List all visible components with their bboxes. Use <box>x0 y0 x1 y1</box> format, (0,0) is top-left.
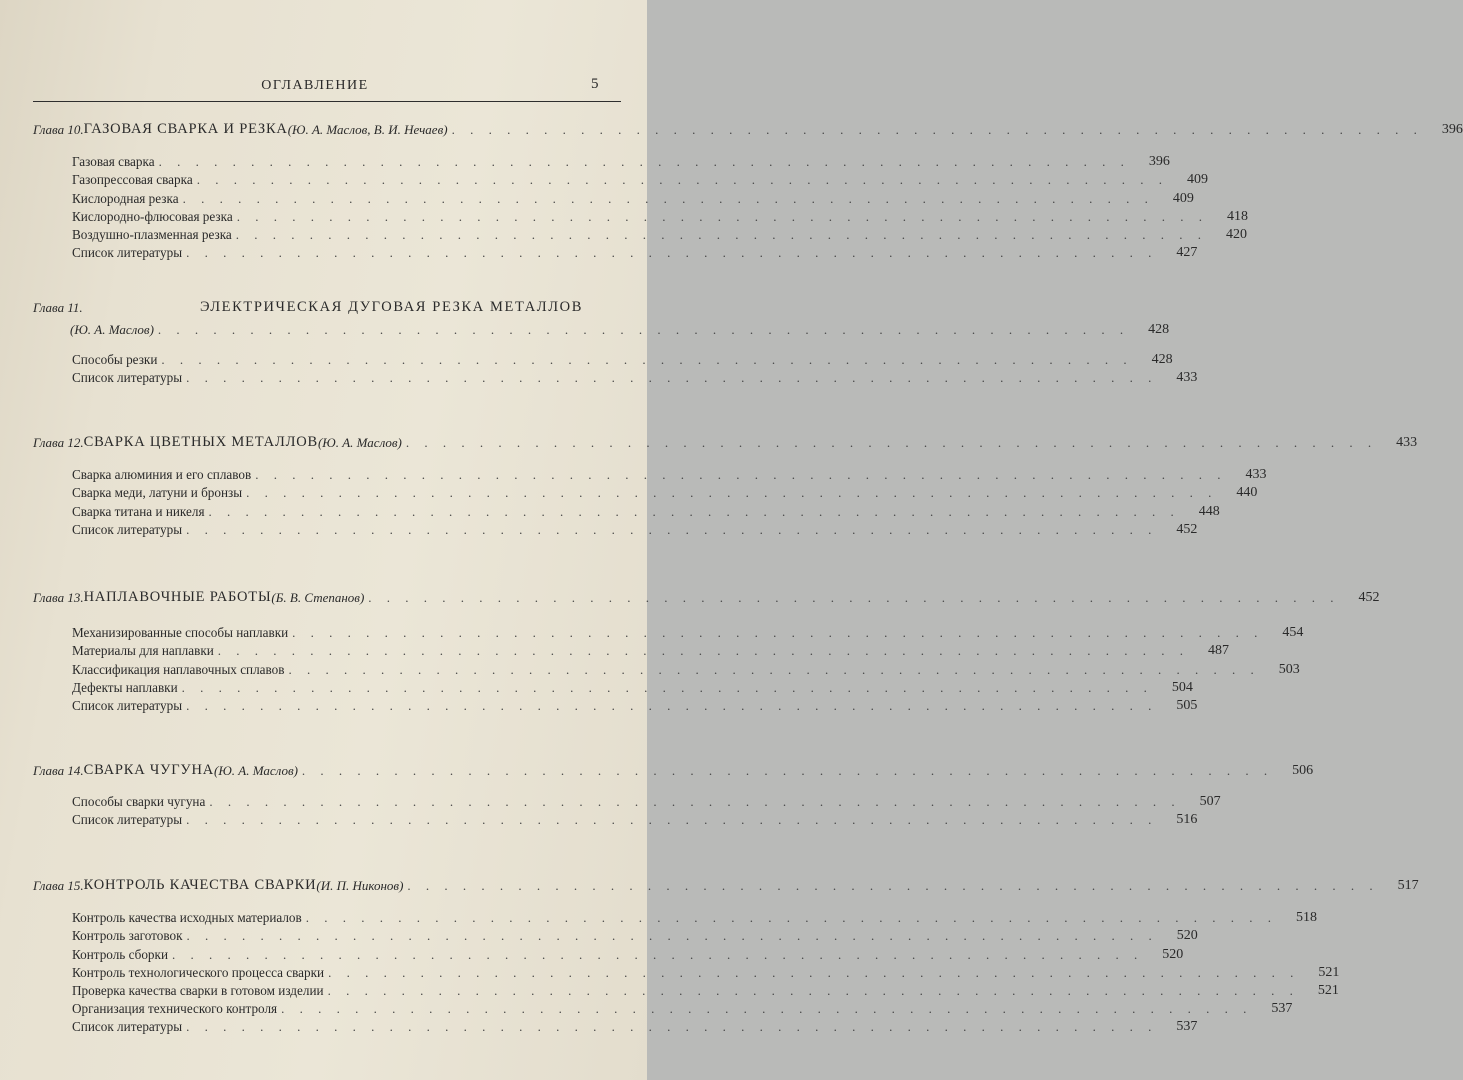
section-page: 521 <box>1317 982 1339 998</box>
chapter-page: 428 <box>1148 322 1170 337</box>
dot-leader: . . . . . . . . . . . . . . . . . . . . . . . . . . . . . . . . . . . . . . . . . . . . . . . . . . . . . <box>158 154 1130 170</box>
section-page: 503 <box>1278 661 1300 677</box>
section-entry <box>72 678 1193 696</box>
chapter-label: Глава 14. <box>33 763 84 778</box>
section-list <box>72 350 1198 386</box>
chapter-authors: (Ю. А. Маслов) <box>317 435 402 450</box>
section-entry <box>72 963 1340 981</box>
dot-leader: . . . . . . . . . . . . . . . . . . . . . . . . . . . . . . . . . . . . . . . . . . . . . . . . . . . . . <box>451 122 1423 137</box>
section-title: Кислородная резка <box>72 190 179 206</box>
dot-leader: . . . . . . . . . . . . . . . . . . . . . . . . . . . . . . . . . . . . . . . . . . . . . . . . . . . . . <box>186 697 1158 713</box>
chapter-label: Глава 11. <box>33 300 83 315</box>
dot-leader: . . . . . . . . . . . . . . . . . . . . . . . . . . . . . . . . . . . . . . . . . . . . . . . . . . . . . <box>301 763 1274 778</box>
section-page: 448 <box>1198 503 1220 519</box>
section-title: Организация технического контроля <box>72 1001 278 1017</box>
section-entry <box>72 696 1198 714</box>
chapter-authors: (Ю. А. Маслов) <box>70 322 154 337</box>
section-page: 409 <box>1172 190 1194 206</box>
dot-leader: . . . . . . . . . . . . . . . . . . . . . . . . . . . . . . . . . . . . . . . . . . . . . . . . . . . . . <box>196 172 1168 188</box>
header-rule <box>33 101 621 102</box>
chapter-page: 452 <box>1358 590 1380 605</box>
section-list <box>72 152 1248 261</box>
page-title: ОГЛАВЛЕНИЕ <box>261 78 369 93</box>
section-entry <box>72 659 1300 677</box>
section-title: Список литературы <box>72 521 183 537</box>
chapter-heading <box>33 294 623 316</box>
section-title: Кислородно-флюсовая резка <box>72 208 233 224</box>
dot-leader: . . . . . . . . . . . . . . . . . . . . . . . . . . . . . . . . . . . . . . . . . . . . . . . . . . . . . <box>186 812 1158 828</box>
section-title: Контроль качества исходных материалов <box>72 910 302 926</box>
chapter-heading <box>33 584 1380 606</box>
chapter-authors: (Б. В. Степанов) <box>271 590 365 605</box>
section-entry <box>72 520 1198 538</box>
dot-leader: . . . . . . . . . . . . . . . . . . . . . . . . . . . . . . . . . . . . . . . . . . . . . . . . . . . . . <box>161 352 1133 368</box>
section-entry <box>72 501 1220 519</box>
dot-leader: . . . . . . . . . . . . . . . . . . . . . . . . . . . . . . . . . . . . . . . . . . . . . . . . . . . . . <box>236 208 1208 224</box>
dot-leader: . . . . . . . . . . . . . . . . . . . . . . . . . . . . . . . . . . . . . . . . . . . . . . . . . . . . . <box>157 322 1130 337</box>
chapter-page: 396 <box>1441 122 1463 137</box>
section-title: Список литературы <box>72 1019 183 1035</box>
chapter-authors: (И. П. Никонов) <box>316 878 404 893</box>
dot-leader: . . . . . . . . . . . . . . . . . . . . . . . . . . . . . . . . . . . . . . . . . . . . . . . . . . . . . <box>328 964 1300 980</box>
chapter-authors: (Ю. А. Маслов, В. И. Нечаев) <box>287 122 448 137</box>
page-number: 5 <box>591 76 599 92</box>
section-page: 409 <box>1186 172 1208 188</box>
dot-leader: . . . . . . . . . . . . . . . . . . . . . . . . . . . . . . . . . . . . . . . . . . . . . . . . . . . . . <box>186 928 1158 944</box>
dot-leader: . . . . . . . . . . . . . . . . . . . . . . . . . . . . . . . . . . . . . . . . . . . . . . . . . . . . . <box>305 910 1277 926</box>
section-page: 518 <box>1296 910 1317 926</box>
section-title: Список литературы <box>72 697 183 713</box>
chapter-title: ГАЗОВАЯ СВАРКА И РЕЗКА <box>83 121 288 137</box>
section-page: 420 <box>1226 226 1248 242</box>
section-page: 504 <box>1171 679 1193 695</box>
section-page: 521 <box>1318 964 1340 980</box>
section-page: 396 <box>1148 154 1170 170</box>
section-entry <box>72 792 1221 810</box>
chapter-title: ЭЛЕКТРИЧЕСКАЯ ДУГОВАЯ РЕЗКА МЕТАЛЛОВ <box>199 299 583 315</box>
chapter-label: Глава 13. <box>33 590 84 605</box>
dot-leader: . . . . . . . . . . . . . . . . . . . . . . . . . . . . . . . . . . . . . . . . . . . . . . . . . . . . . <box>281 1001 1253 1017</box>
chapter-authors: (Ю. А. Маслов) <box>214 763 298 778</box>
section-title: Список литературы <box>72 245 183 261</box>
dot-leader: . . . . . . . . . . . . . . . . . . . . . . . . . . . . . . . . . . . . . . . . . . . . . . . . . . . . . <box>186 521 1158 537</box>
dot-leader: . . . . . . . . . . . . . . . . . . . . . . . . . . . . . . . . . . . . . . . . . . . . . . . . . . . . . <box>407 878 1379 893</box>
section-entry <box>72 999 1293 1017</box>
section-page: 433 <box>1176 370 1198 386</box>
chapter-title: СВАРКА ЧУГУНА <box>83 762 215 778</box>
section-entry <box>72 243 1198 261</box>
dot-leader: . . . . . . . . . . . . . . . . . . . . . . . . . . . . . . . . . . . . . . . . . . . . . . . . . . . . . <box>255 467 1227 483</box>
chapter-label: Глава 10. <box>33 122 84 137</box>
section-title: Сварка титана и никеля <box>72 503 205 519</box>
section-title: Воздушно-плазменная резка <box>72 226 232 242</box>
section-title: Список литературы <box>72 370 183 386</box>
section-entry <box>72 225 1248 243</box>
section-title: Способы резки <box>72 352 158 368</box>
section-list <box>72 465 1267 538</box>
chapter-heading <box>33 429 1418 451</box>
section-entry <box>72 483 1258 501</box>
section-page: 505 <box>1176 697 1198 713</box>
dot-leader: . . . . . . . . . . . . . . . . . . . . . . . . . . . . . . . . . . . . . . . . . . . . . . . . . . . . . <box>208 503 1180 519</box>
section-list <box>72 908 1340 1035</box>
chapter-title: КОНТРОЛЬ КАЧЕСТВА СВАРКИ <box>83 877 317 893</box>
running-header <box>0 76 647 100</box>
section-entry <box>72 207 1248 225</box>
chapter-heading-continued <box>70 316 1170 338</box>
section-entry <box>72 368 1198 386</box>
dot-leader: . . . . . . . . . . . . . . . . . . . . . . . . . . . . . . . . . . . . . . . . . . . . . . . . . . . . . <box>235 226 1208 242</box>
section-entry <box>72 1017 1198 1035</box>
dot-leader: . . . . . . . . . . . . . . . . . . . . . . . . . . . . . . . . . . . . . . . . . . . . . . . . . . . . . <box>209 794 1181 810</box>
section-entry <box>72 908 1317 926</box>
section-entry <box>72 926 1198 944</box>
section-entry <box>72 623 1304 641</box>
section-title: Список литературы <box>72 812 183 828</box>
chapter-heading <box>33 872 1419 894</box>
section-entry <box>72 170 1208 188</box>
chapter-page: 506 <box>1292 763 1314 778</box>
dot-leader: . . . . . . . . . . . . . . . . . . . . . . . . . . . . . . . . . . . . . . . . . . . . . . . . . . . . . <box>292 625 1264 641</box>
dot-leader: . . . . . . . . . . . . . . . . . . . . . . . . . . . . . . . . . . . . . . . . . . . . . . . . . . . . . <box>186 370 1158 386</box>
section-entry <box>72 944 1184 962</box>
chapter-title: НАПЛАВОЧНЫЕ РАБОТЫ <box>83 589 272 605</box>
section-title: Газопрессовая сварка <box>72 172 193 188</box>
section-entry <box>72 188 1194 206</box>
chapter-heading <box>33 757 1314 779</box>
section-list <box>72 623 1304 714</box>
dot-leader: . . . . . . . . . . . . . . . . . . . . . . . . . . . . . . . . . . . . . . . . . . . . . . . . . . . . . <box>217 643 1190 659</box>
chapter-label: Глава 12. <box>33 435 84 450</box>
chapter-page: 433 <box>1396 435 1418 450</box>
chapter-page: 517 <box>1397 878 1419 893</box>
section-title: Механизированные способы наплавки <box>72 625 289 641</box>
dot-leader: . . . . . . . . . . . . . . . . . . . . . . . . . . . . . . . . . . . . . . . . . . . . . . . . . . . . . <box>186 245 1158 261</box>
section-page: 452 <box>1176 521 1198 537</box>
dot-leader: . . . . . . . . . . . . . . . . . . . . . . . . . . . . . . . . . . . . . . . . . . . . . . . . . . . . . <box>186 1019 1158 1035</box>
section-page: 427 <box>1176 245 1198 261</box>
dot-leader: . . . . . . . . . . . . . . . . . . . . . . . . . . . . . . . . . . . . . . . . . . . . . . . . . . . . . <box>405 435 1378 450</box>
section-page: 537 <box>1176 1019 1198 1035</box>
section-page: 487 <box>1208 643 1230 659</box>
section-title: Дефекты наплавки <box>72 679 178 695</box>
dot-leader: . . . . . . . . . . . . . . . . . . . . . . . . . . . . . . . . . . . . . . . . . . . . . . . . . . . . . <box>288 661 1260 677</box>
section-entry <box>72 465 1267 483</box>
chapter-label: Глава 15. <box>33 878 84 893</box>
section-title: Контроль заготовок <box>72 928 183 944</box>
section-entry <box>72 981 1339 999</box>
section-title: Сварка меди, латуни и бронзы <box>72 485 243 501</box>
dot-leader: . . . . . . . . . . . . . . . . . . . . . . . . . . . . . . . . . . . . . . . . . . . . . . . . . . . . . <box>327 982 1299 998</box>
section-title: Газовая сварка <box>72 154 155 170</box>
section-title: Сварка алюминия и его сплавов <box>72 467 252 483</box>
dot-leader: . . . . . . . . . . . . . . . . . . . . . . . . . . . . . . . . . . . . . . . . . . . . . . . . . . . . . <box>246 485 1218 501</box>
section-page: 516 <box>1176 812 1198 828</box>
section-title: Контроль технологического процесса сварки <box>72 964 325 980</box>
section-page: 454 <box>1282 625 1304 641</box>
section-title: Материалы для наплавки <box>72 643 214 659</box>
section-title: Контроль сборки <box>72 946 168 962</box>
section-page: 418 <box>1226 208 1248 224</box>
section-title: Классификация наплавочных сплавов <box>72 661 285 677</box>
section-page: 433 <box>1245 467 1267 483</box>
section-entry <box>72 350 1173 368</box>
section-page: 507 <box>1199 794 1221 810</box>
section-page: 440 <box>1236 485 1258 501</box>
chapter-title: СВАРКА ЦВЕТНЫХ МЕТАЛЛОВ <box>83 434 318 450</box>
section-entry <box>72 641 1230 659</box>
section-list <box>72 792 1221 828</box>
section-title: Способы сварки чугуна <box>72 794 206 810</box>
section-entry <box>72 152 1170 170</box>
chapter-heading <box>33 116 1463 138</box>
section-title: Проверка качества сварки в готовом изделии <box>72 982 324 998</box>
section-page: 537 <box>1271 1001 1293 1017</box>
dot-leader: . . . . . . . . . . . . . . . . . . . . . . . . . . . . . . . . . . . . . . . . . . . . . . . . . . . . . <box>368 590 1340 605</box>
section-page: 428 <box>1151 352 1173 368</box>
dot-leader: . . . . . . . . . . . . . . . . . . . . . . . . . . . . . . . . . . . . . . . . . . . . . . . . . . . . . <box>182 190 1154 206</box>
section-entry <box>72 810 1198 828</box>
section-page: 520 <box>1176 928 1198 944</box>
dot-leader: . . . . . . . . . . . . . . . . . . . . . . . . . . . . . . . . . . . . . . . . . . . . . . . . . . . . . <box>172 946 1144 962</box>
dot-leader: . . . . . . . . . . . . . . . . . . . . . . . . . . . . . . . . . . . . . . . . . . . . . . . . . . . . . <box>181 679 1153 695</box>
section-page: 520 <box>1162 946 1184 962</box>
